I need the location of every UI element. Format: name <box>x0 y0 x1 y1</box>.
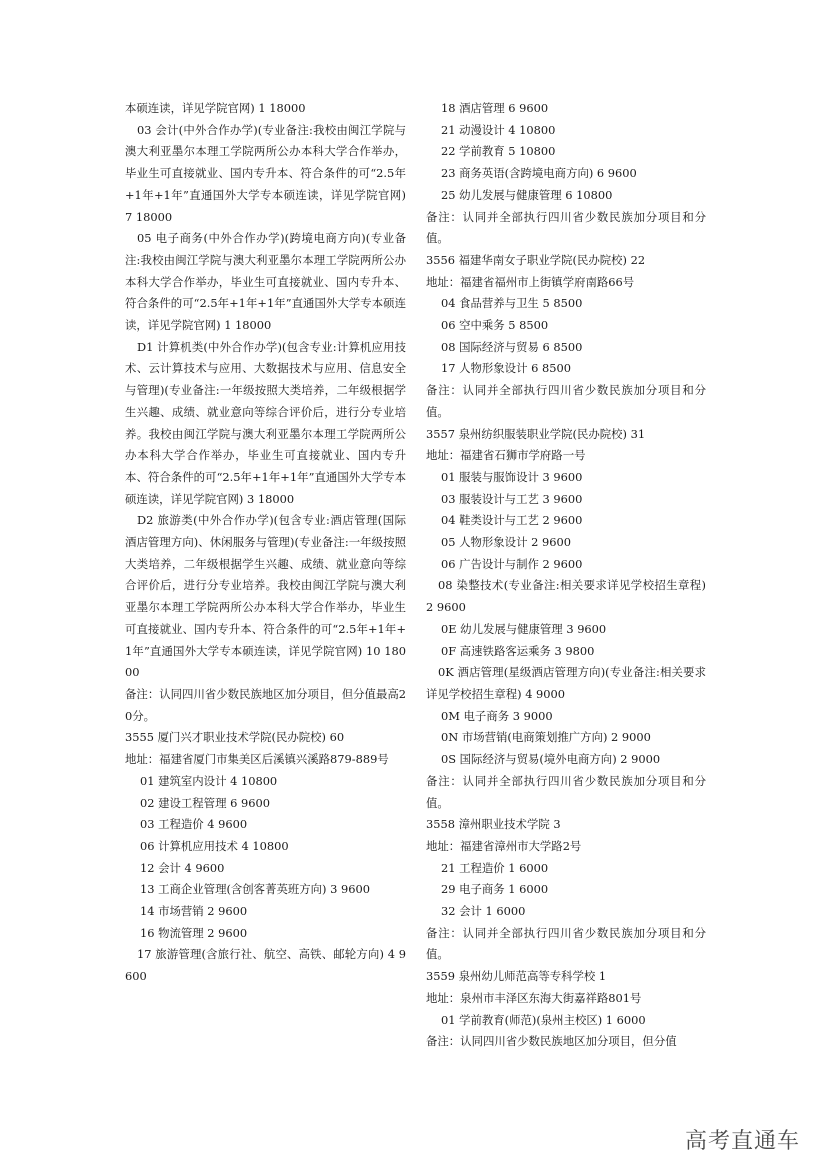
watermark: 高考直通车 <box>684 1129 800 1154</box>
right-column-line: 3556 福建华南女子职业学院(民办院校) 22 <box>426 252 646 267</box>
right-column-line: 04 鞋类设计与工艺 2 9600 <box>441 513 583 528</box>
right-column-line: 备注：认同并全部执行四川省少数民族加分项目和分值。 <box>426 209 706 246</box>
right-column-line: 22 学前教育 5 10800 <box>441 144 556 159</box>
left-column-line: 05 电子商务(中外合作办学)(跨境电商方向)(专业备注:我校由闽江学院与澳大利亚墨尔本理工学院两所公办本科大学合作举办，毕业生可直接就业、国内专升本、符合条件的可“2.5年+1年+1年”直通国外大学专本硕连读，详见学院官网) 1 18000 <box>125 231 406 333</box>
left-column-line: 03 会计(中外合作办学)(专业备注:我校由闽江学院与澳大利亚墨尔本理工学院两所公办本科大学合作举办，毕业生可直接就业、国内专升本、符合条件的可“2.5年+1年+1年”直通国外大学专本硕连读，详见学院官网) 7 18000 <box>125 122 406 224</box>
right-column-line: 21 工程造价 1 6000 <box>441 860 549 875</box>
right-column-line: 0F 高速铁路客运乘务 3 9800 <box>441 643 595 658</box>
right-column-line: 地址：福建省福州市上街镇学府南路66号 <box>426 274 635 289</box>
right-column-line: 备注：认同并全部执行四川省少数民族加分项目和分值。 <box>426 383 706 419</box>
right-column-line: 06 广告设计与制作 2 9600 <box>441 556 583 571</box>
right-column-line: 0S 国际经济与贸易(境外电商方向) 2 9000 <box>441 752 661 767</box>
right-column-line: 0K 酒店管理(星级酒店管理方向)(专业备注:相关要求详见学校招生章程) 4 9000 <box>426 665 706 701</box>
left-column-line: 16 物流管理 2 9600 <box>140 925 248 940</box>
right-column-line: 25 幼儿发展与健康管理 6 10800 <box>441 187 613 202</box>
left-column-line: 地址：福建省厦门市集美区后溪镇兴溪路879-889号 <box>125 752 389 767</box>
right-column-line: 08 染整技术(专业备注:相关要求详见学校招生章程) 2 9600 <box>426 578 706 615</box>
right-column-line: 地址：福建省石狮市学府路一号 <box>426 448 586 463</box>
right-column-line: 06 空中乘务 5 8500 <box>441 318 549 333</box>
right-column-line: 05 人物形象设计 2 9600 <box>441 535 571 550</box>
right-column-line: 备注：认同并全部执行四川省少数民族加分项目和分值。 <box>426 925 706 962</box>
right-column-line: 0M 电子商务 3 9000 <box>441 708 553 723</box>
left-column-line: 17 旅游管理(含旅行社、航空、高铁、邮轮方向) 4 9600 <box>125 947 406 984</box>
left-column-line: 12 会计 4 9600 <box>140 860 225 875</box>
right-column <box>426 98 706 1053</box>
left-column-line: D1 计算机类(中外合作办学)(包含专业:计算机应用技术、云计算技术与应用、大数据技术与应用、信息安全与管理)(专业备注:一年级按照大类培养，二年级根据学生兴趣、成绩、就业意向等综合评价后，进行分专业培养。我校由闽江学院与澳大利亚墨尔本理工学院两所公办本科大学合作举办，毕业生可直接就业、国内专升本、符合条件的可“2.5年+1年+1年”直通国外大学专本硕连读，详见学院官网) 3 18000 <box>125 339 406 506</box>
right-column-line: 29 电子商务 1 6000 <box>441 882 549 897</box>
right-column-line: 23 商务英语(含跨境电商方向) 6 9600 <box>441 166 637 181</box>
left-column-line: 本硕连读，详见学院官网) 1 18000 <box>125 101 306 115</box>
right-column-line: 32 会计 1 6000 <box>441 904 526 919</box>
right-column-line: 01 学前教育(师范)(泉州主校区) 1 6000 <box>441 1012 646 1027</box>
right-column-line: 备注：认同并全部执行四川省少数民族加分项目和分值。 <box>426 773 706 810</box>
right-column-line: 备注：认同四川省少数民族地区加分项目，但分值 <box>426 1034 677 1049</box>
right-column-line: 0N 市场营销(电商策划推广方向) 2 9000 <box>441 730 651 745</box>
left-column <box>125 98 406 988</box>
left-column-line: 01 建筑室内设计 4 10800 <box>140 773 278 788</box>
left-column-line: 3555 厦门兴才职业技术学院(民办院校) 60 <box>125 730 345 745</box>
right-column-line: 3559 泉州幼儿师范高等专科学校 1 <box>426 969 607 984</box>
right-column-line: 18 酒店管理 6 9600 <box>441 101 549 115</box>
right-column-line: 21 动漫设计 4 10800 <box>441 122 556 137</box>
left-column-line: 14 市场营销 2 9600 <box>140 904 248 919</box>
left-column-line: 备注：认同四川省少数民族地区加分项目，但分值最高20分。 <box>125 686 406 723</box>
right-column-line: 01 服装与服饰设计 3 9600 <box>441 469 583 484</box>
left-column-line: 06 计算机应用技术 4 10800 <box>140 838 289 853</box>
right-column-line: 3557 泉州纺织服装职业学院(民办院校) 31 <box>426 426 646 441</box>
right-column-line: 地址：泉州市丰泽区东海大街嘉祥路801号 <box>426 990 642 1005</box>
right-column-line: 地址：福建省漳州市大学路2号 <box>426 838 582 853</box>
right-column-line: 04 食品营养与卫生 5 8500 <box>441 296 583 311</box>
right-column-line: 0E 幼儿发展与健康管理 3 9600 <box>441 621 607 636</box>
left-column-line: 03 工程造价 4 9600 <box>140 817 248 832</box>
right-column-line: 3558 漳州职业技术学院 3 <box>426 817 561 832</box>
right-column-line: 03 服装设计与工艺 3 9600 <box>441 491 583 506</box>
left-column-line: 13 工商企业管理(含创客菁英班方向) 3 9600 <box>140 882 370 897</box>
right-column-line: 08 国际经济与贸易 6 8500 <box>441 339 583 354</box>
left-column-line: 02 建设工程管理 6 9600 <box>140 795 270 810</box>
left-column-line: D2 旅游类(中外合作办学)(包含专业:酒店管理(国际酒店管理方向)、休闲服务与管理)(专业备注:一年级按照大类培养，二年级根据学生兴趣、成绩、就业意向等综合评价后，进行分专业培养。我校由闽江学院与澳大利亚墨尔本理工学院两所公办本科大学合作举办，毕业生可直接就业、国内专升本、符合条件的可“2.5年+1年+1年”直通国外大学专本硕连读，详见学院官网) 10 18000 <box>125 513 406 680</box>
right-column-line: 17 人物形象设计 6 8500 <box>441 361 571 376</box>
